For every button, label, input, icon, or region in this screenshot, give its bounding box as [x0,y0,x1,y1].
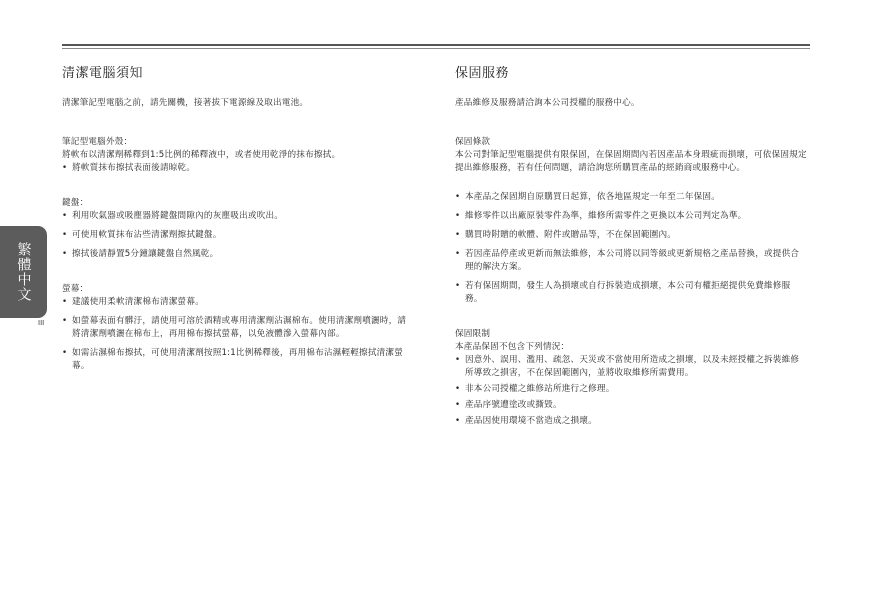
screen-list [62,296,414,373]
list-item: • 將軟質抹布擦拭表面後請晾乾。 [62,162,414,175]
list-item: • 產品因使用環境不當造成之損壞。 [455,415,807,428]
exclusion-heading: 保固限制 [455,329,491,339]
case-list [62,162,414,175]
list-item: • 非本公司授權之維修站所進行之修理。 [455,383,807,396]
list-item: • 擦拭後請靜置5分鐘讓鍵盤自然風乾。 [62,248,414,261]
list-item: • 本產品之保固期自原購買日起算，依各地區規定一年至二年保固。 [455,191,807,204]
case-text: 將軟布以清潔劑稀釋到1:5比例的稀釋液中，或者使用乾淨的抹布擦拭。 [62,150,341,160]
list-item: • 若有保固期間，發生人為損壞或自行拆裝造成損壞，本公司有權拒絕提供免費維修服務。 [455,280,807,306]
warranty-list [455,191,807,306]
exclusion-list [455,354,807,428]
list-item: • 維修零件以出廠原裝零件為準，維修所需零件之更換以本公司判定為準。 [455,210,807,223]
list-item: • 如需沾濕棉布擦拭，可使用清潔劑按照1:1比例稀釋後，再用棉布沾濕輕輕擦拭清潔螢幕。 [62,347,414,373]
list-item: • 因意外、誤用、濫用、疏忽、天災或不當使用所造成之損壞，以及未經授權之拆裝維修所導致之損害，不在保固範圍內，並將收取維修所需費用。 [455,354,807,380]
keyboard-list [62,210,414,261]
list-item: • 建議使用柔軟清潔棉布清潔螢幕。 [62,296,414,309]
keyboard-heading: 鍵盤： [62,198,89,208]
list-item: • 可使用軟質抹布沾些清潔劑擦拭鍵盤。 [62,229,414,242]
header-rule-thin [62,48,810,49]
list-item: • 若因產品停產或更新而無法維修，本公司將以同等級或更新規格之產品替換，或提供合理的解決方案。 [455,248,807,274]
page-number: III [38,319,45,327]
list-item: • 利用吹氣器或吸塵器將鍵盤間隙內的灰塵吸出或吹出。 [62,210,414,223]
list-item: • 產品序號遭塗改或撕毀。 [455,399,807,412]
language-tab-label: 繁體中文 [15,242,32,302]
list-item: • 購買時附贈的軟體、附件或贈品等，不在保固範圍內。 [455,229,807,242]
warranty-text: 本公司對筆記型電腦提供有限保固，在保固期間內若因產品本身瑕疵而損壞，可依保固規定提出維修服務，若有任何問題，請洽詢您所購買產品的經銷商或服務中心。 [455,150,807,173]
warranty-heading: 保固條款 [455,137,491,147]
cleaning-intro: 清潔筆記型電腦之前，請先關機，接著拔下電源線及取出電池。 [62,98,309,108]
warranty-column [455,62,807,431]
cleaning-column [62,62,414,379]
list-item: • 如螢幕表面有髒汙，請使用可溶於酒精或專用清潔劑沾濕棉布。使用清潔劑噴灑時，請將清潔劑噴灑在棉布上，再用棉布擦拭螢幕，以免液體滲入螢幕內部。 [62,315,414,341]
header-rule [62,44,810,46]
exclusion-text: 本產品保固不包含下列情況： [455,342,570,352]
language-tab [0,226,47,318]
warranty-intro: 產品維修及服務請洽詢本公司授權的服務中心。 [455,98,640,108]
case-heading: 筆記型電腦外殼： [62,137,133,147]
screen-heading: 螢幕： [62,284,89,294]
cleaning-title: 清潔電腦須知 [62,66,144,81]
warranty-title: 保固服務 [455,66,510,81]
